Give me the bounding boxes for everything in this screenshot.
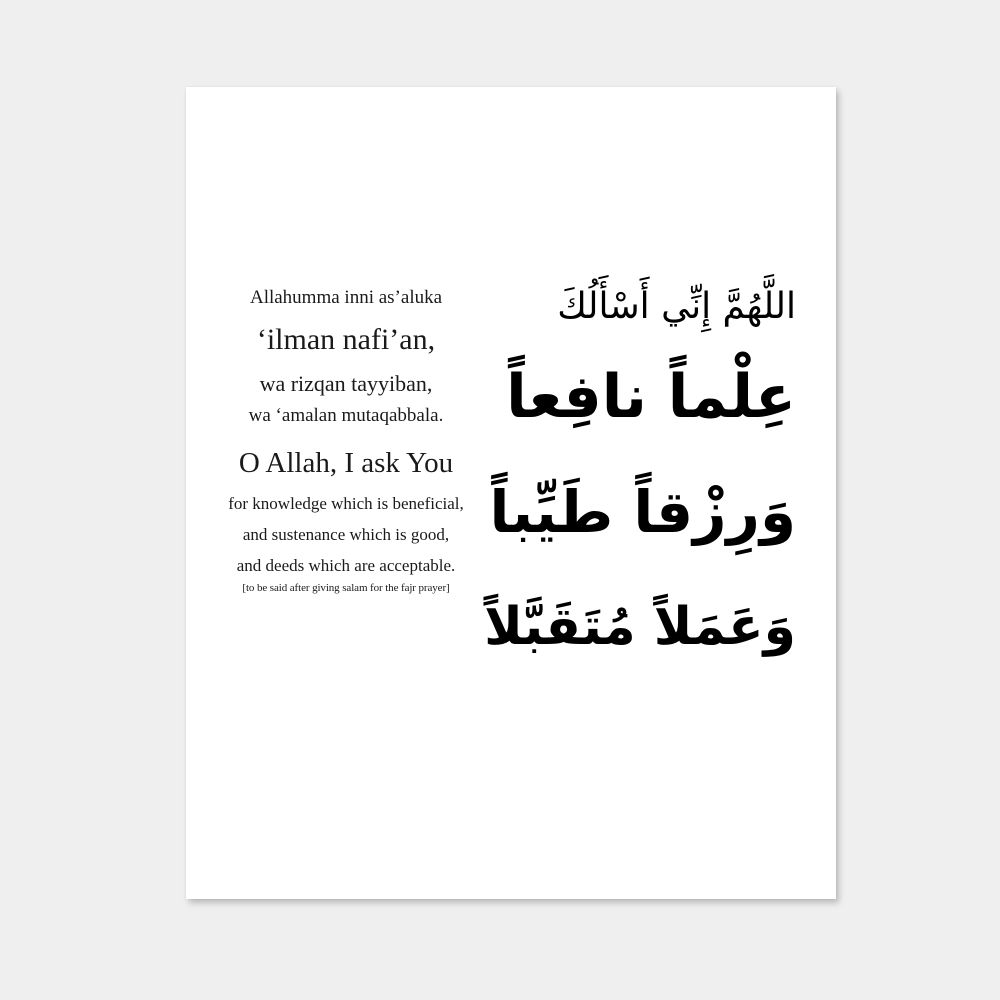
transliteration-line-3: wa rizqan tayyiban, [259,371,433,396]
arabic-line-3: وَرِزْقاً طَيِّباً [489,478,796,546]
translation-line-1: for knowledge which is beneficial, [228,494,464,513]
transliteration-column [216,287,476,594]
transliteration-line-2: ‘ilman nafi’an, [256,323,436,356]
arabic-column [484,272,796,682]
canvas-print [186,87,836,899]
transliteration-line-4: wa ‘amalan mutaqabbala. [248,405,444,426]
arabic-line-1: اللَّهُمَّ إِنِّي أَسْأَلُكَ [557,286,796,327]
arabic-line-2: عِلْماً نافِعاً [506,362,796,432]
arabic-line-4: وَعَمَلاً مُتَقَبَّلاً [484,597,796,657]
usage-note: [to be said after giving salam for the fajr prayer] [242,582,450,594]
translation-heading: O Allah, I ask You [238,447,454,479]
translation-line-3: and deeds which are acceptable. [236,556,456,575]
transliteration-line-1: Allahumma inni as’aluka [249,287,443,308]
translation-line-2: and sustenance which is good, [242,525,450,544]
